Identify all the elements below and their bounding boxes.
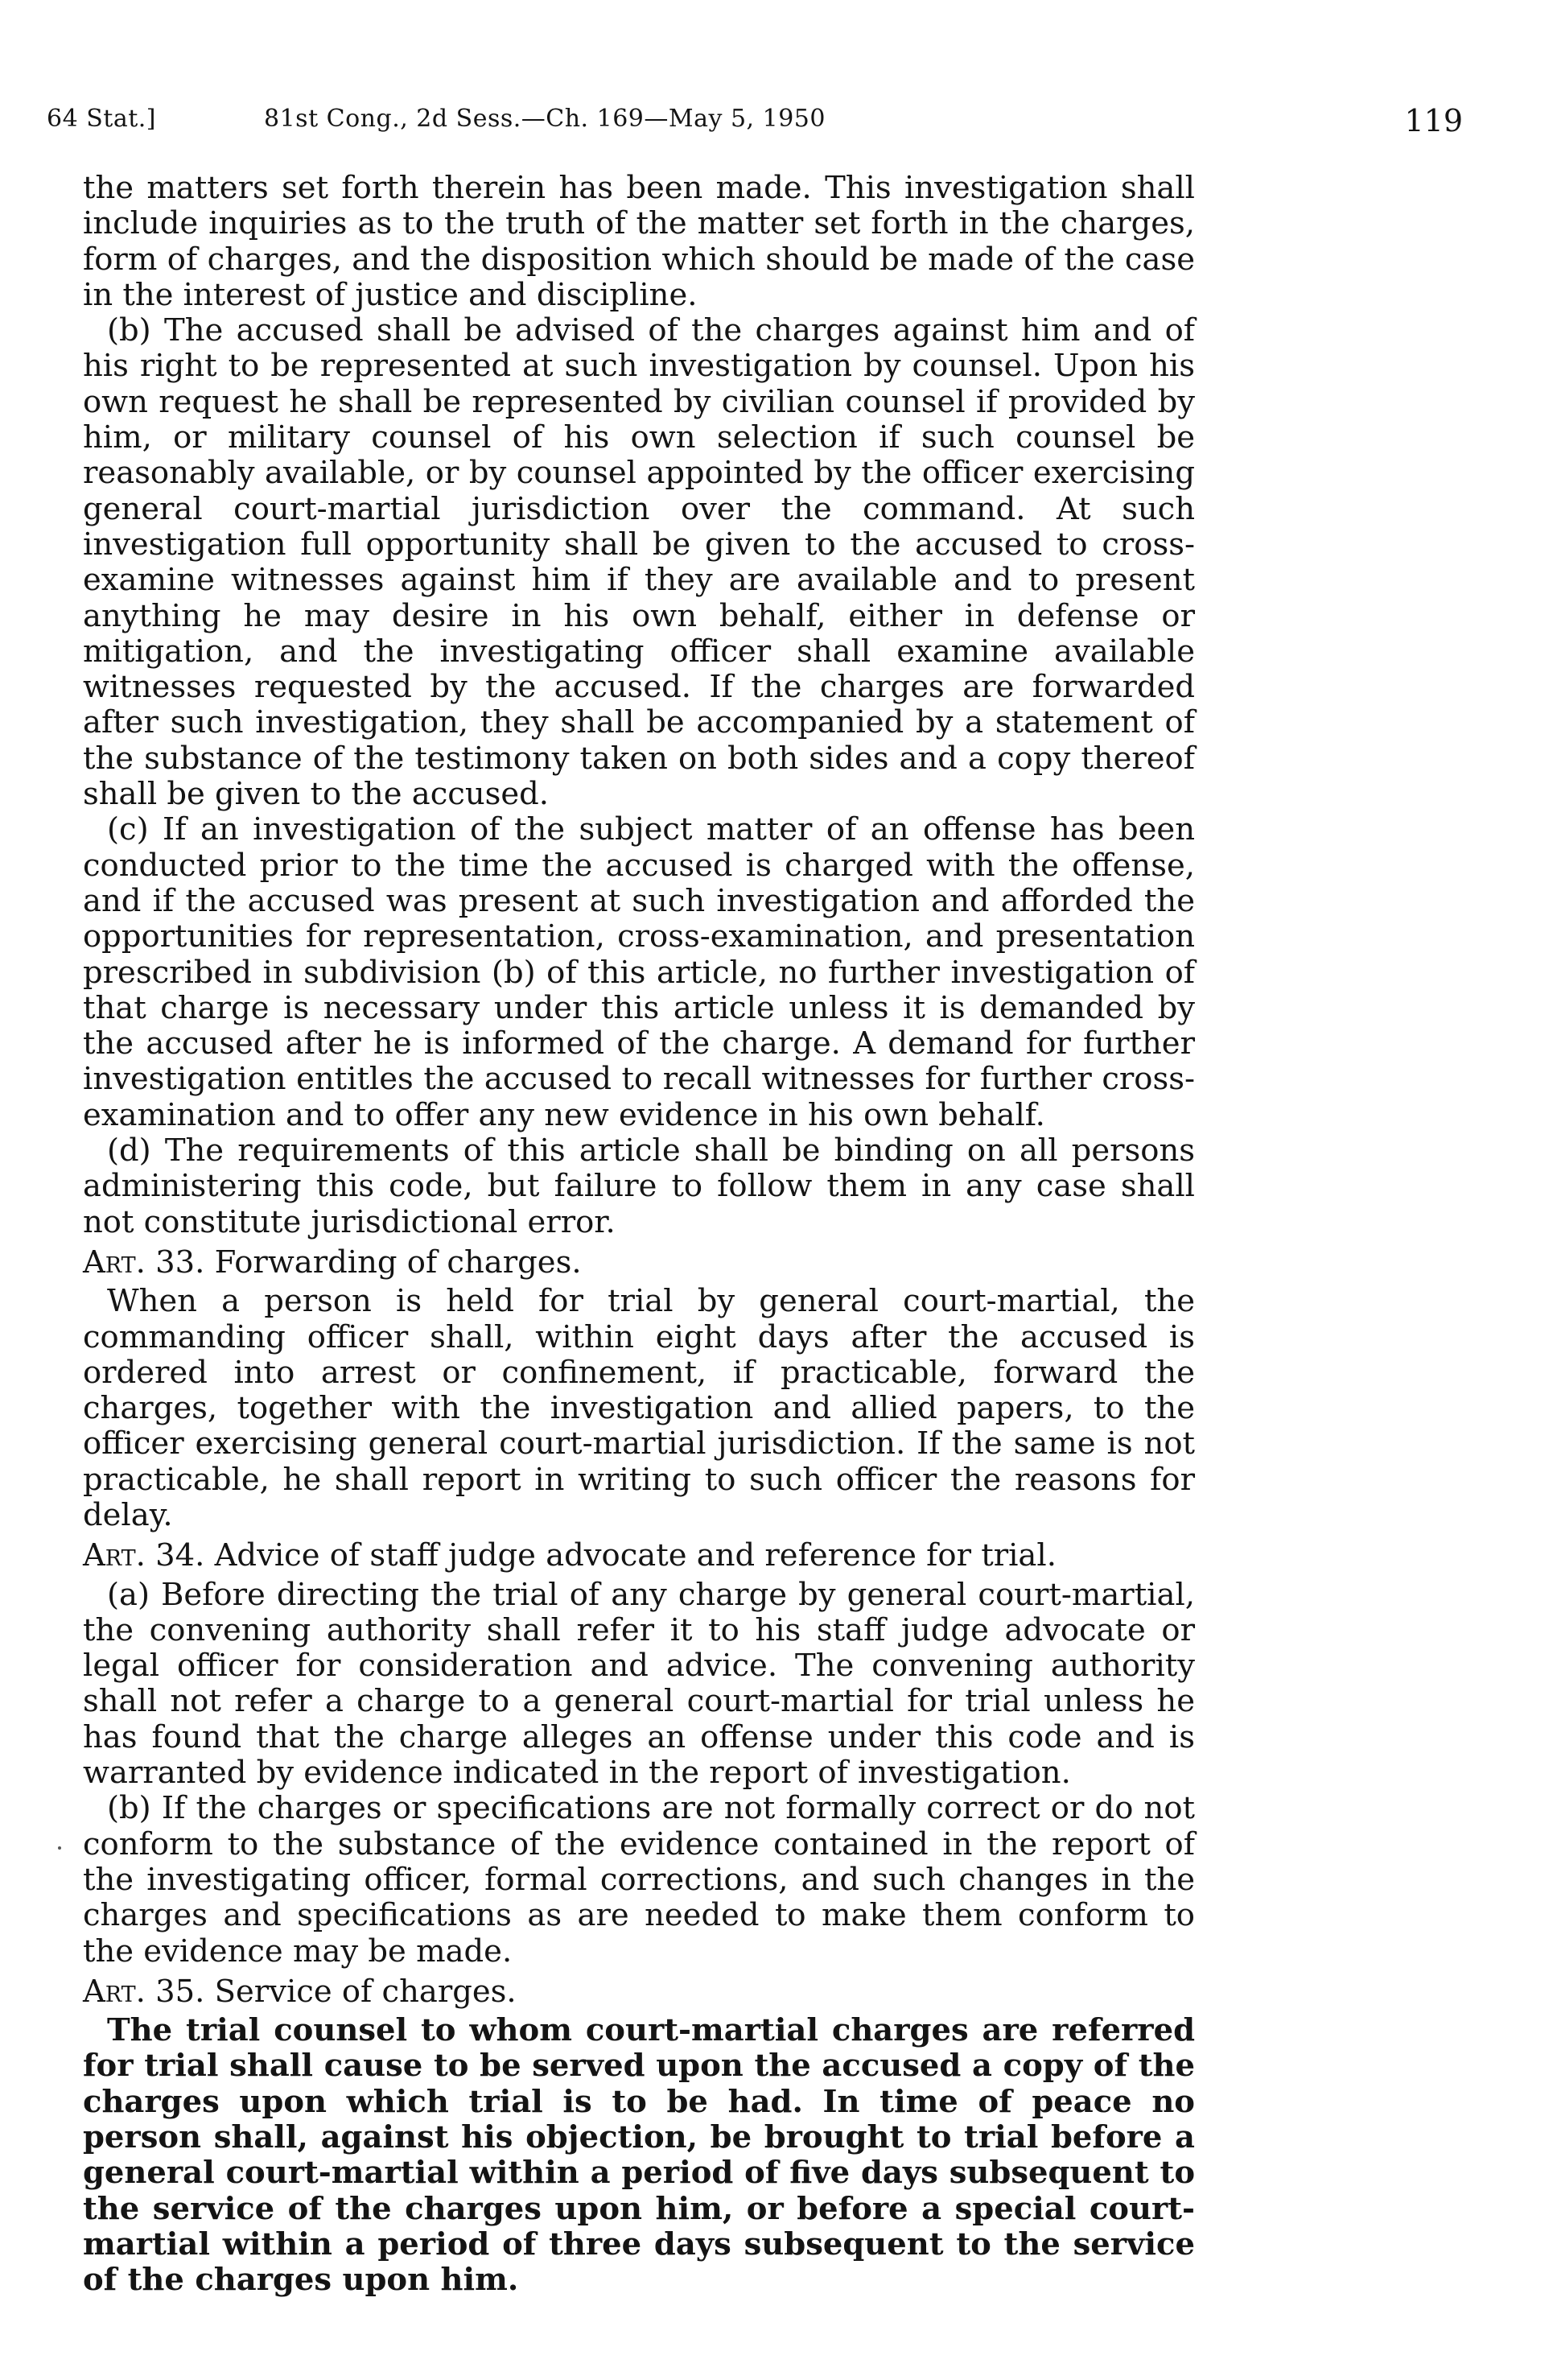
article-33-label: Art. 33.: [83, 1244, 205, 1281]
article-35-title: Service of charges.: [214, 1973, 517, 2010]
article-35-heading: [83, 1974, 1195, 2010]
running-head: [47, 105, 1463, 140]
statute-volume-reference: 64 Stat.]: [47, 105, 156, 133]
article-35-text: The trial counsel to whom court-martial charges are referred for trial shall cause to be served upon the accused a copy of the charges upon which trial is to be had. In time of peace no person shall, against his objection, be brought to trial before a general court-martial within a period of five days subsequent to the service of the charges upon him, or before a special court-martial within a period of three days subsequent to the service of the charges upon him.: [83, 2012, 1195, 2299]
paragraph-continuation: the matters set forth therein has been made. This investigation shall include inquiries as to the truth of the matter set forth in the charges, form of charges, and the disposition which should be made of the case in the interest of justice and discipline.: [83, 170, 1195, 313]
article-33-heading: [83, 1245, 1195, 1281]
article-34-paragraph-a: (a) Before directing the trial of any charge by general court-martial, the convening authority shall refer it to his staff judge advocate or legal officer for consideration and advice. The convening authority shall not refer a charge to a general court-martial for trial unless he has found that the charge alleges an offense under this code and is warranted by evidence indicated in the report of investigation.: [83, 1576, 1195, 1792]
margin-mark: [58, 1846, 61, 1850]
paragraph-b: (b) The accused shall be advised of the charges against him and of his right to be represented at such investigation by counsel. Upon his own request he shall be represented by civilian counsel if provided by him, or military counsel of his own selection if such counsel be reasonably available, or by counsel appointed by the officer exercising general court-martial jurisdiction over the command. At such investigation full opportunity shall be given to the accused to cross-examine witnesses against him if they are available and to present anything he may desire in his own behalf, either in defense or mitigation, and the investigating officer shall examine available witnesses requested by the accused. If the charges are forwarded after such investigation, they shall be accompanied by a statement of the substance of the testimony taken on both sides and a copy thereof shall be given to the accused.: [83, 312, 1195, 813]
article-35-label: Art. 35.: [83, 1973, 205, 2010]
session-chapter-date: 81st Cong., 2d Sess.—Ch. 169—May 5, 1950: [264, 105, 826, 133]
paragraph-d: (d) The requirements of this article shall be binding on all persons administering this code, but failure to follow them in any case shall not constitute jurisdictional error.: [83, 1132, 1195, 1240]
article-34-label: Art. 34.: [83, 1537, 205, 1574]
article-34-heading: [83, 1538, 1195, 1574]
article-34-title: Advice of staff judge advocate and reference for trial.: [214, 1537, 1057, 1574]
article-34-paragraph-b: (b) If the charges or specifications are not formally correct or do not conform to the substance of the evidence contained in the report of the investigating officer, formal corrections, and such changes in the charges and specifications as are needed to make them conform to the evidence may be made.: [83, 1790, 1195, 1970]
article-33-text: When a person is held for trial by general court-martial, the commanding officer shall, within eight days after the accused is ordered into arrest or confinement, if practicable, forward the charges, together with the investigation and allied papers, to the officer exercising general court-martial jurisdiction. If the same is not practicable, he shall report in writing to such officer the reasons for delay.: [83, 1283, 1195, 1533]
article-33-title: Forwarding of charges.: [214, 1244, 582, 1281]
page-number: 119: [1404, 103, 1463, 138]
body-text: [83, 171, 1195, 2299]
paragraph-c: (c) If an investigation of the subject matter of an offense has been conducted prior to the time the accused is charged with the offense, and if the accused was present at such investigation and afforded the opportunities for representation, cross-examination, and presentation prescribed in subdivision (b) of this article, no further investigation of that charge is necessary under this article unless it is demanded by the accused after he is informed of the charge. A demand for further investigation entitles the accused to recall witnesses for further cross-examination and to offer any new evidence in his own behalf.: [83, 811, 1195, 1133]
